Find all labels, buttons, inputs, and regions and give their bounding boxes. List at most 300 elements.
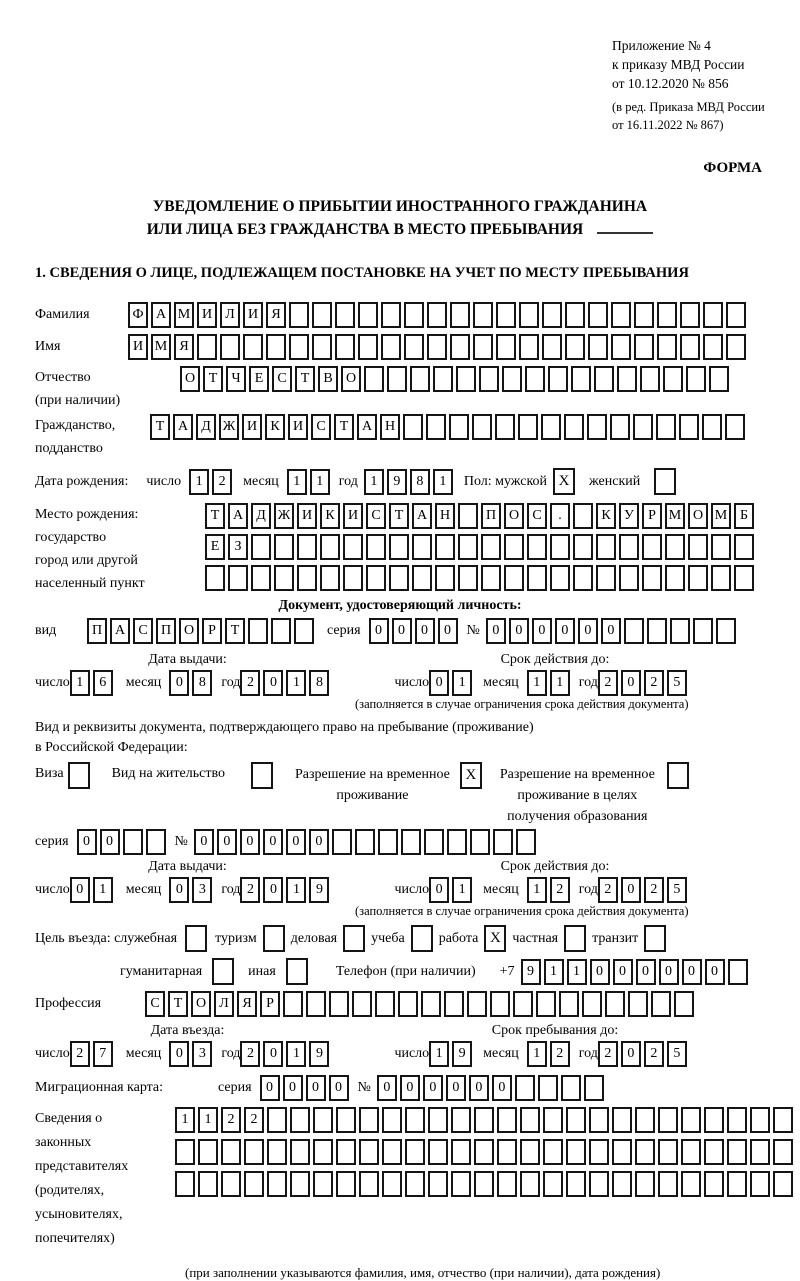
form-cell[interactable] (711, 534, 731, 560)
form-cell[interactable]: 0 (555, 618, 575, 644)
form-cell[interactable]: И (297, 503, 317, 529)
form-cell[interactable] (542, 334, 562, 360)
checkbox-official[interactable] (185, 925, 207, 952)
form-cell[interactable]: М (665, 503, 685, 529)
form-cell[interactable] (658, 1139, 678, 1165)
form-cell[interactable] (428, 1139, 448, 1165)
form-cell[interactable] (220, 334, 240, 360)
form-cell[interactable]: Ж (219, 414, 239, 440)
form-cell[interactable] (543, 1107, 563, 1133)
form-cell[interactable] (433, 366, 453, 392)
form-cell[interactable]: 0 (509, 618, 529, 644)
form-cell[interactable] (520, 1107, 540, 1133)
form-cell[interactable] (686, 366, 706, 392)
form-cell[interactable] (617, 366, 637, 392)
form-cell[interactable] (565, 334, 585, 360)
form-cell[interactable] (289, 334, 309, 360)
form-cell[interactable] (704, 1171, 724, 1197)
form-cell[interactable]: 0 (70, 877, 90, 903)
form-cell[interactable]: 2 (240, 1041, 260, 1067)
form-cell[interactable] (619, 565, 639, 591)
form-cell[interactable] (611, 302, 631, 328)
form-cell[interactable]: 5 (667, 670, 687, 696)
form-cell[interactable] (290, 1171, 310, 1197)
form-cell[interactable]: Е (249, 366, 269, 392)
form-cell[interactable]: 9 (309, 877, 329, 903)
form-cell[interactable] (688, 534, 708, 560)
form-cell[interactable] (428, 1107, 448, 1133)
form-cell[interactable] (251, 534, 271, 560)
form-cell[interactable] (271, 618, 291, 644)
form-cell[interactable]: 0 (446, 1075, 466, 1101)
form-cell[interactable]: 1 (567, 959, 587, 985)
form-cell[interactable] (412, 565, 432, 591)
form-cell[interactable] (734, 534, 754, 560)
form-cell[interactable]: К (320, 503, 340, 529)
form-cell[interactable] (634, 302, 654, 328)
form-cell[interactable] (497, 1171, 517, 1197)
form-cell[interactable]: 0 (705, 959, 725, 985)
form-cell[interactable]: 2 (70, 1041, 90, 1067)
form-cell[interactable] (688, 565, 708, 591)
form-cell[interactable] (610, 414, 630, 440)
form-cell[interactable]: 0 (169, 1041, 189, 1067)
form-cell[interactable] (525, 366, 545, 392)
form-cell[interactable] (266, 334, 286, 360)
form-cell[interactable] (681, 1107, 701, 1133)
form-cell[interactable]: А (357, 414, 377, 440)
form-cell[interactable] (657, 302, 677, 328)
form-cell[interactable]: 1 (286, 670, 306, 696)
form-cell[interactable]: 2 (644, 1041, 664, 1067)
form-cell[interactable] (123, 829, 143, 855)
form-cell[interactable]: 8 (309, 670, 329, 696)
form-cell[interactable]: Б (734, 503, 754, 529)
form-cell[interactable]: О (180, 366, 200, 392)
form-cell[interactable]: 1 (527, 670, 547, 696)
form-cell[interactable]: Т (334, 414, 354, 440)
form-cell[interactable]: Т (295, 366, 315, 392)
form-cell[interactable] (389, 565, 409, 591)
form-cell[interactable]: С (133, 618, 153, 644)
form-cell[interactable] (680, 334, 700, 360)
form-cell[interactable] (704, 1107, 724, 1133)
form-cell[interactable] (635, 1139, 655, 1165)
form-cell[interactable] (456, 366, 476, 392)
form-cell[interactable] (605, 991, 625, 1017)
form-cell[interactable] (674, 991, 694, 1017)
form-cell[interactable]: 0 (621, 877, 641, 903)
form-cell[interactable]: И (197, 302, 217, 328)
form-cell[interactable]: 0 (260, 1075, 280, 1101)
form-cell[interactable] (566, 1107, 586, 1133)
form-cell[interactable]: 1 (189, 469, 209, 495)
form-cell[interactable] (680, 302, 700, 328)
form-cell[interactable] (566, 1171, 586, 1197)
form-cell[interactable]: Т (150, 414, 170, 440)
form-cell[interactable] (358, 302, 378, 328)
form-cell[interactable] (750, 1139, 770, 1165)
form-cell[interactable] (640, 366, 660, 392)
form-cell[interactable] (624, 618, 644, 644)
form-cell[interactable]: С (527, 503, 547, 529)
checkbox-business[interactable] (343, 925, 365, 952)
form-cell[interactable]: 1 (527, 877, 547, 903)
form-cell[interactable]: 0 (613, 959, 633, 985)
form-cell[interactable]: 1 (93, 877, 113, 903)
form-cell[interactable] (548, 366, 568, 392)
form-cell[interactable] (589, 1139, 609, 1165)
form-cell[interactable]: 0 (636, 959, 656, 985)
form-cell[interactable] (612, 1171, 632, 1197)
form-cell[interactable]: А (173, 414, 193, 440)
form-cell[interactable]: 0 (400, 1075, 420, 1101)
form-cell[interactable]: Д (251, 503, 271, 529)
form-cell[interactable]: 1 (364, 469, 384, 495)
form-cell[interactable]: С (366, 503, 386, 529)
form-cell[interactable] (451, 1171, 471, 1197)
form-cell[interactable]: 0 (169, 877, 189, 903)
form-cell[interactable] (704, 1139, 724, 1165)
form-cell[interactable] (619, 534, 639, 560)
form-cell[interactable]: 0 (283, 1075, 303, 1101)
form-cell[interactable]: О (688, 503, 708, 529)
form-cell[interactable] (588, 334, 608, 360)
form-cell[interactable]: Ж (274, 503, 294, 529)
form-cell[interactable]: 0 (309, 829, 329, 855)
form-cell[interactable] (243, 334, 263, 360)
form-cell[interactable] (335, 334, 355, 360)
form-cell[interactable]: 2 (212, 469, 232, 495)
form-cell[interactable] (571, 366, 591, 392)
form-cell[interactable] (773, 1107, 793, 1133)
form-cell[interactable] (381, 334, 401, 360)
form-cell[interactable] (435, 534, 455, 560)
form-cell[interactable]: 6 (93, 670, 113, 696)
form-cell[interactable] (542, 302, 562, 328)
form-cell[interactable]: 1 (544, 959, 564, 985)
form-cell[interactable]: 1 (429, 1041, 449, 1067)
form-cell[interactable] (198, 1171, 218, 1197)
form-cell[interactable] (490, 991, 510, 1017)
form-cell[interactable] (496, 302, 516, 328)
form-cell[interactable] (665, 565, 685, 591)
form-cell[interactable]: 2 (598, 877, 618, 903)
form-cell[interactable] (444, 991, 464, 1017)
form-cell[interactable] (520, 1139, 540, 1165)
form-cell[interactable] (750, 1107, 770, 1133)
checkbox-female[interactable] (654, 468, 676, 495)
form-cell[interactable]: 0 (469, 1075, 489, 1101)
form-cell[interactable]: 9 (309, 1041, 329, 1067)
form-cell[interactable] (495, 414, 515, 440)
form-cell[interactable] (520, 1171, 540, 1197)
form-cell[interactable]: К (596, 503, 616, 529)
form-cell[interactable] (728, 959, 748, 985)
form-cell[interactable]: 0 (486, 618, 506, 644)
form-cell[interactable] (205, 565, 225, 591)
form-cell[interactable] (267, 1107, 287, 1133)
form-cell[interactable]: 5 (667, 877, 687, 903)
form-cell[interactable] (329, 991, 349, 1017)
form-cell[interactable] (244, 1171, 264, 1197)
form-cell[interactable]: 8 (410, 469, 430, 495)
form-cell[interactable]: К (265, 414, 285, 440)
form-cell[interactable] (538, 1075, 558, 1101)
form-cell[interactable]: И (343, 503, 363, 529)
form-cell[interactable]: 0 (240, 829, 260, 855)
form-cell[interactable] (427, 334, 447, 360)
form-cell[interactable] (382, 1107, 402, 1133)
form-cell[interactable] (248, 618, 268, 644)
form-cell[interactable]: 1 (433, 469, 453, 495)
form-cell[interactable]: 0 (263, 829, 283, 855)
form-cell[interactable] (343, 534, 363, 560)
form-cell[interactable] (382, 1171, 402, 1197)
form-cell[interactable]: М (711, 503, 731, 529)
form-cell[interactable] (612, 1139, 632, 1165)
checkbox-work[interactable]: X (484, 925, 506, 952)
form-cell[interactable] (635, 1107, 655, 1133)
form-cell[interactable] (634, 334, 654, 360)
form-cell[interactable]: Ф (128, 302, 148, 328)
form-cell[interactable]: 9 (452, 1041, 472, 1067)
form-cell[interactable] (527, 534, 547, 560)
form-cell[interactable] (628, 991, 648, 1017)
form-cell[interactable] (573, 565, 593, 591)
form-cell[interactable]: 1 (452, 670, 472, 696)
form-cell[interactable]: 9 (387, 469, 407, 495)
form-cell[interactable] (458, 503, 478, 529)
form-cell[interactable]: 0 (621, 670, 641, 696)
form-cell[interactable]: Т (168, 991, 188, 1017)
form-cell[interactable]: Л (214, 991, 234, 1017)
checkbox-transit[interactable] (644, 925, 666, 952)
form-cell[interactable] (470, 829, 490, 855)
form-cell[interactable] (378, 829, 398, 855)
form-cell[interactable] (589, 1107, 609, 1133)
form-cell[interactable] (343, 565, 363, 591)
form-cell[interactable] (359, 1139, 379, 1165)
form-cell[interactable]: П (481, 503, 501, 529)
form-cell[interactable]: 2 (550, 877, 570, 903)
form-cell[interactable] (582, 991, 602, 1017)
checkbox-residence-permit[interactable] (251, 762, 273, 789)
form-cell[interactable] (518, 414, 538, 440)
form-cell[interactable]: М (174, 302, 194, 328)
form-cell[interactable] (773, 1171, 793, 1197)
form-cell[interactable] (543, 1139, 563, 1165)
form-cell[interactable] (364, 366, 384, 392)
form-cell[interactable] (221, 1171, 241, 1197)
form-cell[interactable] (405, 1139, 425, 1165)
form-cell[interactable] (536, 991, 556, 1017)
checkbox-private[interactable] (564, 925, 586, 952)
form-cell[interactable] (450, 334, 470, 360)
form-cell[interactable]: Я (266, 302, 286, 328)
form-cell[interactable]: С (311, 414, 331, 440)
form-cell[interactable] (670, 618, 690, 644)
form-cell[interactable] (458, 534, 478, 560)
form-cell[interactable] (587, 414, 607, 440)
form-cell[interactable] (404, 334, 424, 360)
form-cell[interactable] (320, 534, 340, 560)
form-cell[interactable] (734, 565, 754, 591)
form-cell[interactable] (750, 1171, 770, 1197)
form-cell[interactable]: 1 (286, 877, 306, 903)
form-cell[interactable] (727, 1171, 747, 1197)
checkbox-tourism[interactable] (263, 925, 285, 952)
form-cell[interactable] (306, 991, 326, 1017)
form-cell[interactable]: 0 (659, 959, 679, 985)
form-cell[interactable]: 0 (100, 829, 120, 855)
form-cell[interactable] (290, 1107, 310, 1133)
form-cell[interactable]: 0 (492, 1075, 512, 1101)
form-cell[interactable] (725, 414, 745, 440)
form-cell[interactable] (497, 1139, 517, 1165)
form-cell[interactable] (297, 534, 317, 560)
form-cell[interactable] (428, 1171, 448, 1197)
form-cell[interactable]: А (110, 618, 130, 644)
form-cell[interactable]: Н (435, 503, 455, 529)
form-cell[interactable]: 0 (286, 829, 306, 855)
form-cell[interactable] (375, 991, 395, 1017)
form-cell[interactable] (447, 829, 467, 855)
form-cell[interactable]: 1 (286, 1041, 306, 1067)
form-cell[interactable] (561, 1075, 581, 1101)
form-cell[interactable] (467, 991, 487, 1017)
form-cell[interactable]: Т (205, 503, 225, 529)
form-cell[interactable]: 2 (644, 670, 664, 696)
checkbox-male[interactable]: X (553, 468, 575, 495)
form-cell[interactable]: 1 (310, 469, 330, 495)
form-cell[interactable] (635, 1171, 655, 1197)
form-cell[interactable] (332, 829, 352, 855)
form-cell[interactable]: 0 (169, 670, 189, 696)
form-cell[interactable] (657, 334, 677, 360)
form-cell[interactable] (398, 991, 418, 1017)
checkbox-humanitarian[interactable] (212, 958, 234, 985)
form-cell[interactable]: 0 (621, 1041, 641, 1067)
form-cell[interactable] (146, 829, 166, 855)
form-cell[interactable] (589, 1171, 609, 1197)
form-cell[interactable] (336, 1171, 356, 1197)
form-cell[interactable] (550, 534, 570, 560)
form-cell[interactable]: Я (174, 334, 194, 360)
form-cell[interactable] (502, 366, 522, 392)
form-cell[interactable] (198, 1139, 218, 1165)
form-cell[interactable]: Т (389, 503, 409, 529)
form-cell[interactable]: 0 (415, 618, 435, 644)
form-cell[interactable]: А (151, 302, 171, 328)
form-cell[interactable]: З (228, 534, 248, 560)
form-cell[interactable] (496, 334, 516, 360)
form-cell[interactable] (633, 414, 653, 440)
form-cell[interactable]: 0 (77, 829, 97, 855)
form-cell[interactable] (410, 366, 430, 392)
form-cell[interactable] (504, 565, 524, 591)
form-cell[interactable] (584, 1075, 604, 1101)
form-cell[interactable] (313, 1107, 333, 1133)
form-cell[interactable] (267, 1171, 287, 1197)
form-cell[interactable] (274, 534, 294, 560)
form-cell[interactable]: О (504, 503, 524, 529)
form-cell[interactable]: И (242, 414, 262, 440)
form-cell[interactable] (451, 1107, 471, 1133)
form-cell[interactable] (473, 334, 493, 360)
form-cell[interactable]: Я (237, 991, 257, 1017)
form-cell[interactable] (703, 334, 723, 360)
form-cell[interactable] (497, 1107, 517, 1133)
form-cell[interactable] (421, 991, 441, 1017)
form-cell[interactable]: 0 (369, 618, 389, 644)
form-cell[interactable] (481, 565, 501, 591)
form-cell[interactable]: 1 (452, 877, 472, 903)
form-cell[interactable] (381, 302, 401, 328)
form-cell[interactable]: 1 (550, 670, 570, 696)
form-cell[interactable] (335, 302, 355, 328)
form-cell[interactable] (175, 1139, 195, 1165)
form-cell[interactable] (711, 565, 731, 591)
checkbox-edu-permit[interactable] (667, 762, 689, 789)
form-cell[interactable] (274, 565, 294, 591)
form-cell[interactable] (404, 302, 424, 328)
form-cell[interactable]: О (179, 618, 199, 644)
form-cell[interactable]: Т (203, 366, 223, 392)
form-cell[interactable] (516, 829, 536, 855)
form-cell[interactable] (320, 565, 340, 591)
form-cell[interactable] (611, 334, 631, 360)
form-cell[interactable] (681, 1139, 701, 1165)
form-cell[interactable] (401, 829, 421, 855)
form-cell[interactable]: О (191, 991, 211, 1017)
form-cell[interactable] (175, 1171, 195, 1197)
form-cell[interactable]: 0 (423, 1075, 443, 1101)
form-cell[interactable]: 2 (550, 1041, 570, 1067)
form-cell[interactable] (473, 302, 493, 328)
form-cell[interactable] (221, 1139, 241, 1165)
form-cell[interactable] (543, 1171, 563, 1197)
form-cell[interactable] (427, 302, 447, 328)
form-cell[interactable] (564, 414, 584, 440)
form-cell[interactable] (474, 1107, 494, 1133)
form-cell[interactable] (726, 334, 746, 360)
form-cell[interactable] (312, 302, 332, 328)
form-cell[interactable]: 0 (392, 618, 412, 644)
form-cell[interactable]: П (156, 618, 176, 644)
form-cell[interactable] (426, 414, 446, 440)
form-cell[interactable]: 9 (521, 959, 541, 985)
form-cell[interactable]: У (619, 503, 639, 529)
form-cell[interactable] (472, 414, 492, 440)
form-cell[interactable] (403, 414, 423, 440)
form-cell[interactable]: 1 (70, 670, 90, 696)
checkbox-other[interactable] (286, 958, 308, 985)
form-cell[interactable] (513, 991, 533, 1017)
form-cell[interactable] (702, 414, 722, 440)
form-cell[interactable] (642, 534, 662, 560)
form-cell[interactable] (596, 534, 616, 560)
form-cell[interactable]: А (228, 503, 248, 529)
form-cell[interactable]: 2 (644, 877, 664, 903)
form-cell[interactable]: 0 (306, 1075, 326, 1101)
form-cell[interactable]: 0 (438, 618, 458, 644)
form-cell[interactable] (559, 991, 579, 1017)
form-cell[interactable] (352, 991, 372, 1017)
form-cell[interactable] (366, 565, 386, 591)
form-cell[interactable]: 0 (429, 670, 449, 696)
form-cell[interactable] (290, 1139, 310, 1165)
